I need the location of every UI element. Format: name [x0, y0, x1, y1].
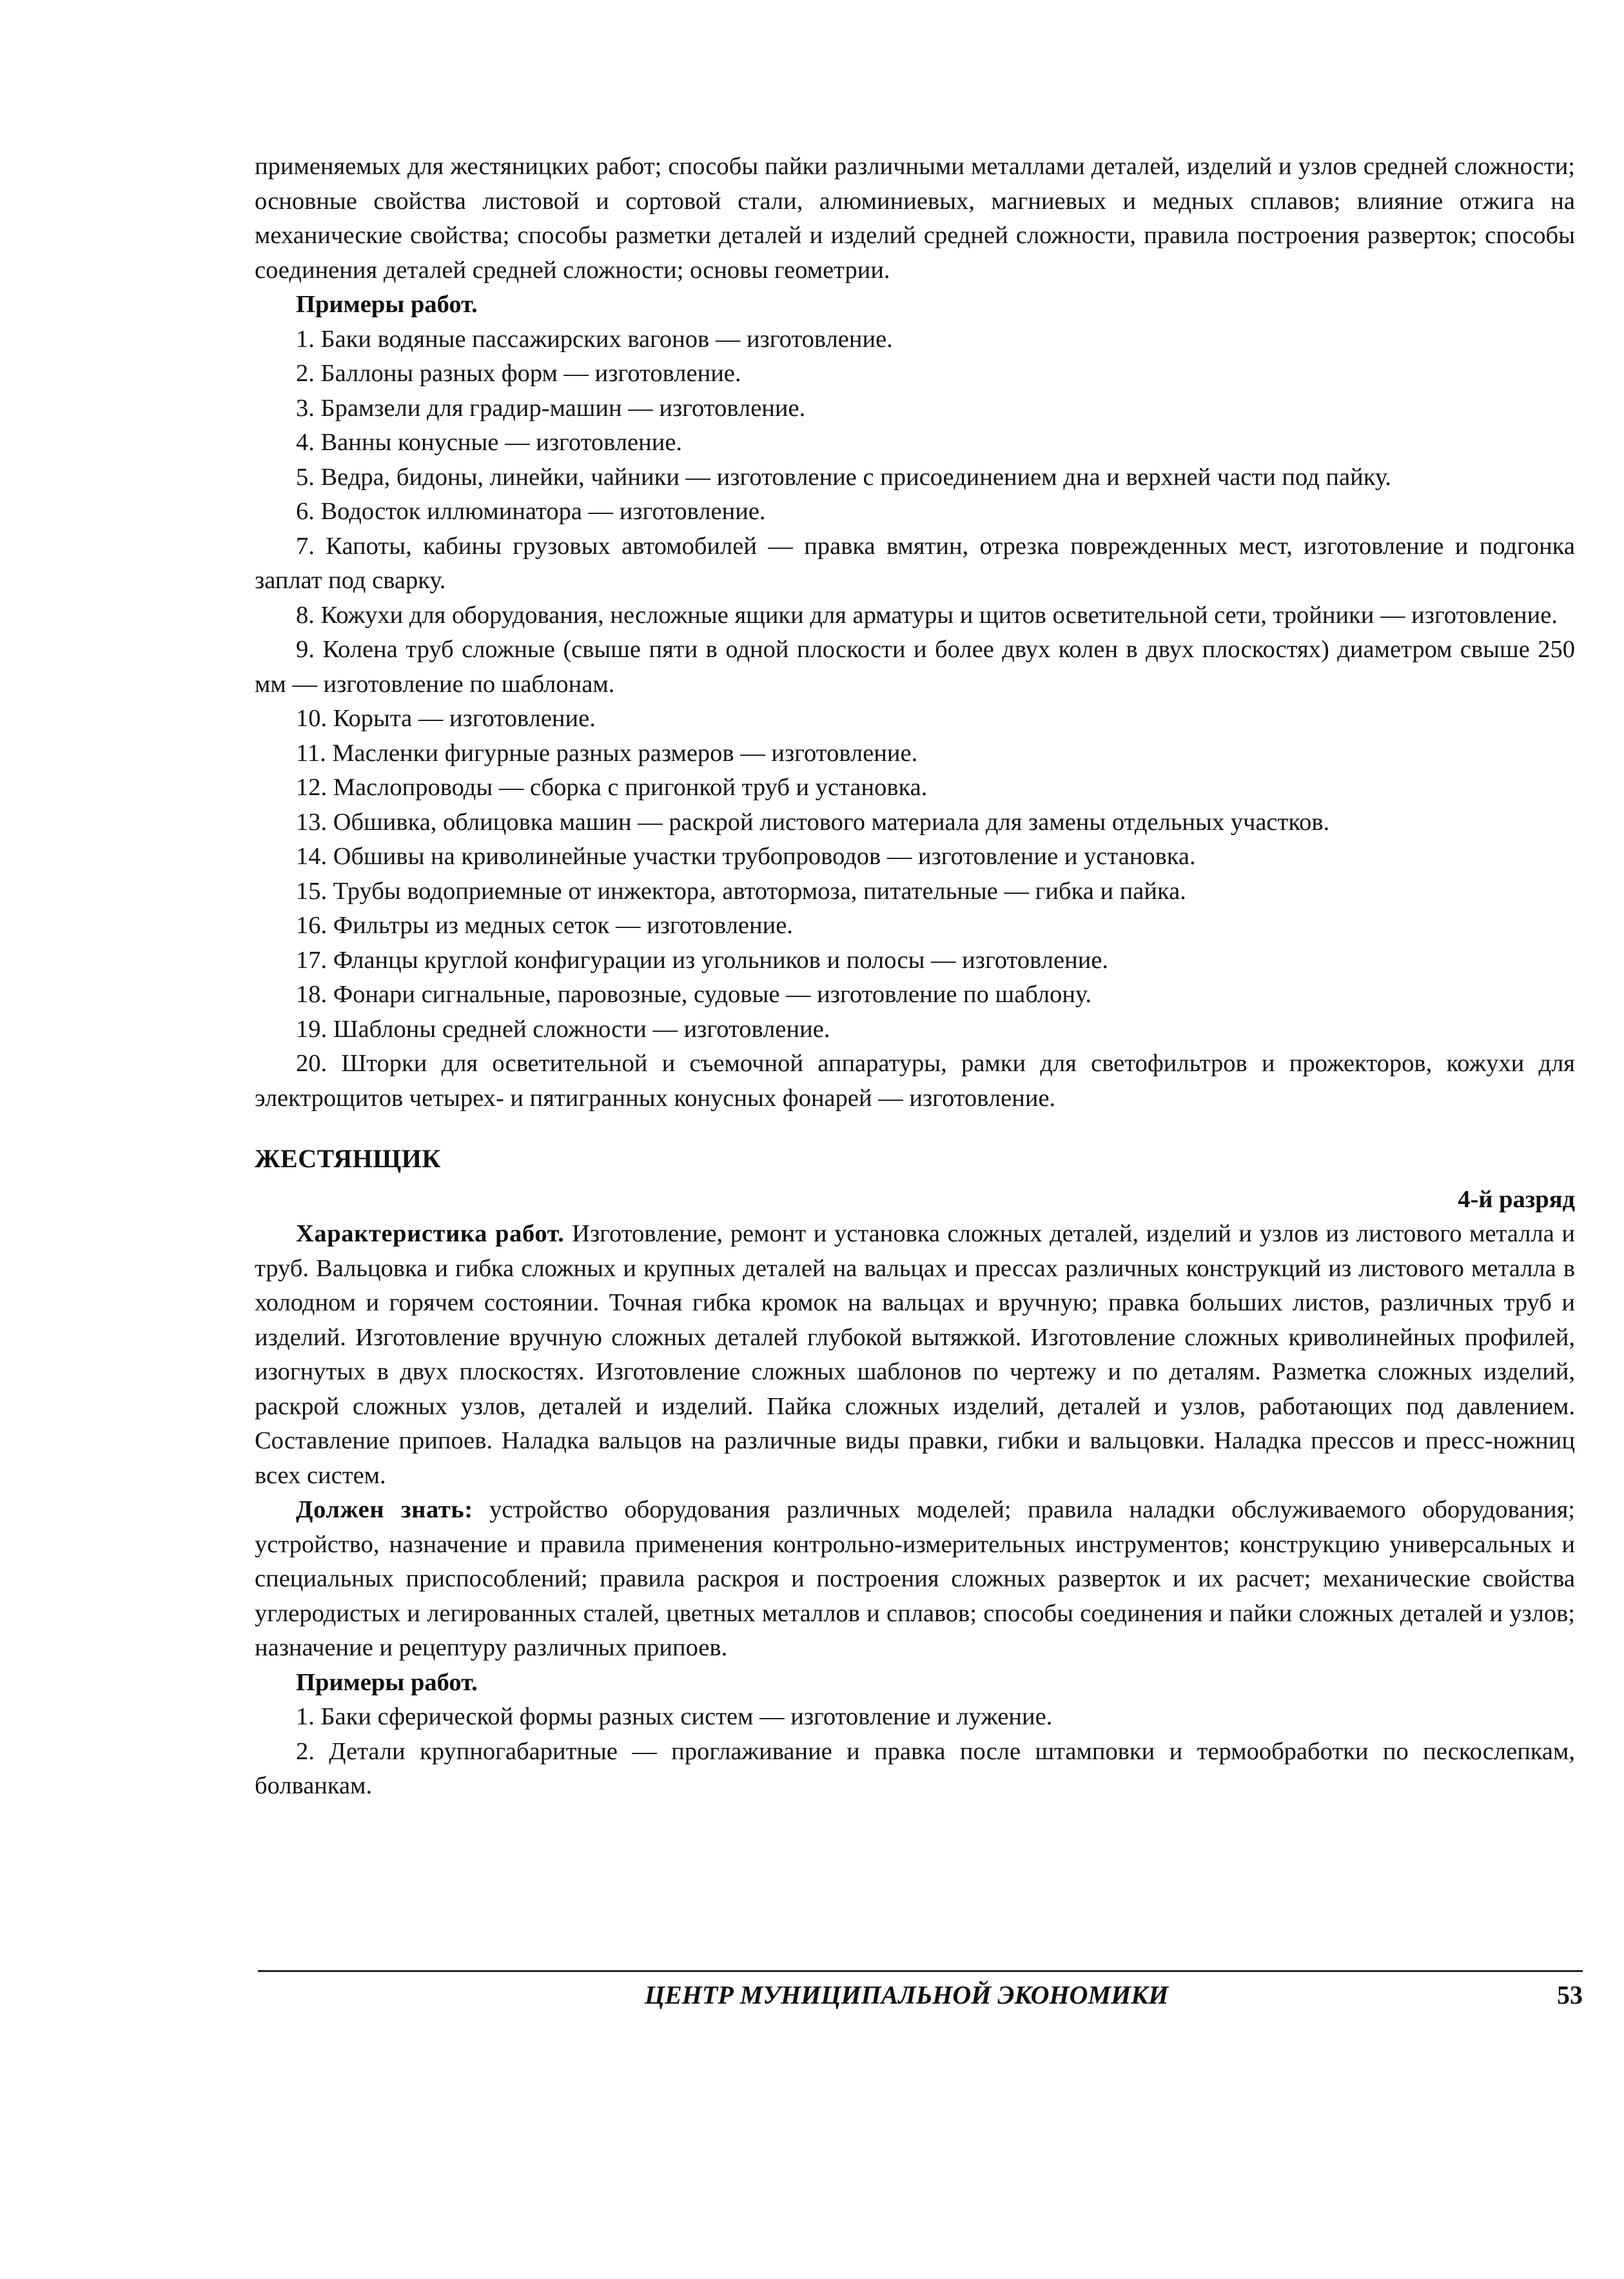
- list-item: 19. Шаблоны средней сложности — изготовление.: [296, 1015, 830, 1043]
- list-item: 1. Баки водяные пассажирских вагонов — изготовление.: [296, 325, 893, 353]
- characteristics-paragraph: [255, 1217, 1575, 1493]
- knowledge-text: устройство оборудования различных моделей; правила наладки обслуживаемого оборудования; устройство, назначение и правила применения контрольно-измерительных инструментов; конструкцию универсальных и специальных приспособлений; правила раскроя и построения сложных разверток и их расчет; механические свойства углеродистых и легированных сталей, цветных металлов и сплавов; способы соединения и пайки сложных деталей и узлов; назначение и рецептуру различных припоев.: [255, 1496, 1575, 1661]
- list-item: 8. Кожухи для оборудования, несложные ящики для арматуры и щитов осветительной сети, тройники — изготовление.: [296, 601, 1558, 629]
- knowledge-label: Должен знать:: [296, 1496, 473, 1523]
- list-item: 20. Шторки для осветительной и съемочной аппаратуры, рамки для светофильтров и прожекторов, кожухи для электрощитов четырех- и пятигранных конусных фонарей — изготовление.: [255, 1050, 1575, 1112]
- list-item: 17. Фланцы круглой конфигурации из угольников и полосы — изготовление.: [296, 946, 1109, 974]
- list-item: 4. Ванны конусные — изготовление.: [296, 429, 683, 456]
- list-item: 18. Фонари сигнальные, паровозные, судовые — изготовление по шаблону.: [296, 981, 1091, 1008]
- list-item: 16. Фильтры из медных сеток — изготовление.: [296, 912, 793, 939]
- footer-title: ЦЕНТР МУНИЦИПАЛЬНОЙ ЭКОНОМИКИ: [645, 1980, 1169, 2009]
- intro-paragraph: применяемых для жестяницких работ; способы пайки различными металлами деталей, изделий и узлов средней сложности; основные свойства листовой и сортовой стали, алюминиевых, магниевых и медных сплавов; влияние отжига на механические свойства; способы разметки деталей и изделий средней сложности, правила построения разверток; способы соединения деталей средней сложности; основы геометрии.: [255, 153, 1575, 284]
- list-item: 14. Обшивы на криволинейные участки трубопроводов — изготовление и установка.: [296, 843, 1196, 870]
- list-item: 7. Капоты, кабины грузовых автомобилей — правка вмятин, отрезка поврежденных мест, изготовление и подгонка заплат под сварку.: [255, 532, 1575, 594]
- examples-heading-1: Примеры работ.: [296, 291, 478, 318]
- examples-list-2: [255, 1700, 1575, 1804]
- document-body: [255, 150, 1575, 1804]
- examples-heading-2: Примеры работ.: [296, 1668, 478, 1696]
- list-item: 10. Корыта — изготовление.: [296, 705, 596, 732]
- examples-list-1: [255, 322, 1575, 1116]
- list-item: 15. Трубы водоприемные от инжектора, автотормоза, питательные — гибка и пайка.: [296, 877, 1186, 905]
- list-item: 13. Обшивка, облицовка машин — раскрой листового материала для замены отдельных участков.: [296, 808, 1330, 836]
- list-item: 3. Брамзели для градир-машин — изготовление.: [296, 394, 806, 422]
- list-item: 5. Ведра, бидоны, линейки, чайники — изготовление с присоединением дна и верхней части под пайку.: [296, 463, 1391, 491]
- page-footer: [258, 1970, 1583, 2009]
- list-item: 11. Масленки фигурные разных размеров — изготовление.: [296, 739, 918, 767]
- grade-label: 4-й разряд: [1458, 1185, 1575, 1213]
- list-item: 2. Баллоны разных форм — изготовление.: [296, 360, 741, 387]
- characteristics-text: Изготовление, ремонт и установка сложных деталей, изделий и узлов из листового металла и труб. Вальцовка и гибка сложных и крупных деталей на вальцах и прессах различных конструкций из листового металла в холодном и горячем состоянии. Точная гибка кромок на вальцах и вручную; правка больших листов, различных труб и изделий. Изготовление вручную сложных деталей глубокой вытяжкой. Изготовление сложных криволинейных профилей, изогнутых в двух плоскостях. Изготовление сложных шаблонов по чертежу и по деталям. Разметка сложных изделий, раскрой сложных узлов, деталей и изделий. Пайка сложных изделий, деталей и узлов, работающих под давлением. Составление припоев. Наладка вальцов на различные виды правки, гибки и вальцовки. Наладка прессов и пресс-ножниц всех систем.: [255, 1220, 1575, 1489]
- section-title: ЖЕСТЯНЩИК: [255, 1144, 441, 1173]
- list-item: 6. Водосток иллюминатора — изготовление.: [296, 498, 766, 525]
- knowledge-paragraph: [255, 1493, 1575, 1666]
- list-item: 9. Колена труб сложные (свыше пяти в одной плоскости и более двух колен в двух плоскостях) диаметром свыше 250 мм — изготовление по шаблонам.: [255, 636, 1575, 698]
- characteristics-label: Характеристика работ.: [296, 1220, 565, 1247]
- list-item: 2. Детали крупногабаритные — проглаживание и правка после штамповки и термообработки по пескослепкам, болванкам.: [255, 1737, 1575, 1799]
- list-item: 1. Баки сферической формы разных систем — изготовление и лужение.: [296, 1703, 1053, 1730]
- page-number: 53: [1557, 1980, 1583, 2009]
- list-item: 12. Маслопроводы — сборка с пригонкой труб и установка.: [296, 774, 928, 801]
